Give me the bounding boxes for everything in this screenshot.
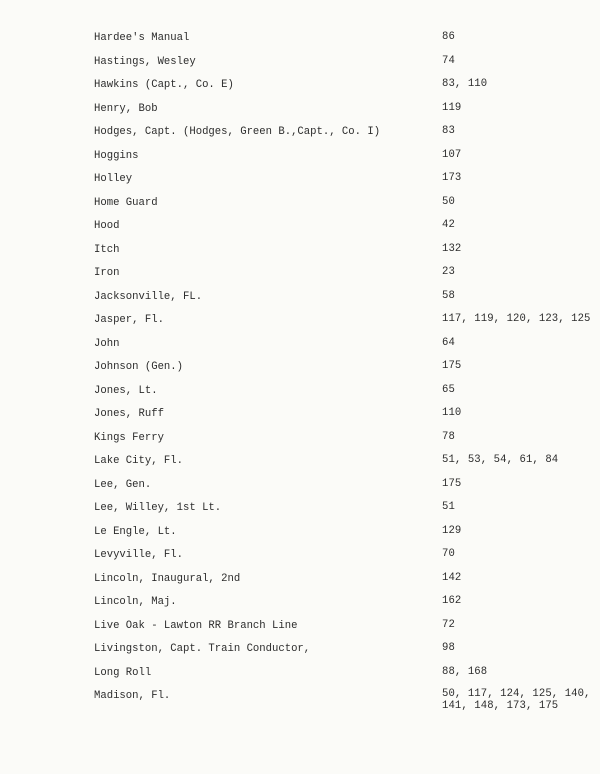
index-term: Kings Ferry — [94, 431, 164, 444]
index-entry — [94, 220, 594, 244]
index-entry — [94, 526, 594, 550]
index-entry — [94, 432, 594, 456]
index-term: Lincoln, Inaugural, 2nd — [94, 572, 241, 585]
index-entry — [94, 267, 594, 291]
index-term: Livingston, Capt. Train Conductor, — [94, 643, 311, 655]
index-pages: 72 — [442, 618, 455, 631]
index-pages: 50, 117, 124, 125, 140, 141, 148, 173, 175 — [442, 688, 591, 712]
index-entry — [94, 502, 594, 526]
index-pages: 58 — [442, 289, 455, 302]
index-pages: 83 — [442, 125, 455, 137]
index-entry — [94, 150, 594, 174]
index-term: Jones, Ruff — [94, 408, 164, 420]
index-term: Madison, Fl. — [94, 690, 171, 702]
index-term: Hood — [94, 220, 120, 232]
index-term: Hardee's Manual — [94, 32, 190, 44]
index-term: Holley — [94, 173, 133, 185]
index-entry — [94, 408, 594, 432]
index-pages: 175 — [442, 477, 462, 490]
index-entry — [94, 103, 594, 127]
index-entry — [94, 361, 594, 385]
index-pages: 119 — [442, 101, 462, 114]
index-term: Lee, Willey, 1st Lt. — [94, 502, 222, 514]
index-pages: 110 — [442, 407, 462, 419]
index-pages: 74 — [442, 54, 455, 67]
index-term: Hastings, Wesley — [94, 55, 196, 68]
index-pages: 78 — [442, 430, 455, 443]
index-pages: 107 — [442, 148, 462, 161]
index-pages: 23 — [442, 266, 455, 278]
index-entry — [94, 573, 594, 597]
index-term: Jacksonville, FL. — [94, 290, 203, 303]
index-entry — [94, 79, 594, 103]
index-term: Live Oak - Lawton RR Branch Line — [94, 619, 298, 632]
index-pages: 64 — [442, 336, 455, 349]
index-pages: 83, 110 — [442, 78, 488, 90]
index-pages: 70 — [442, 548, 455, 560]
index-pages: 162 — [442, 595, 462, 607]
index-entry — [94, 338, 594, 362]
index-pages: 86 — [442, 31, 455, 43]
index-term: Hoggins — [94, 149, 139, 162]
index-entry — [94, 643, 594, 667]
index-term: Johnson (Gen.) — [94, 361, 184, 373]
index-pages: 142 — [442, 571, 462, 584]
index-entry — [94, 549, 594, 573]
index-pages: 98 — [442, 642, 455, 654]
index-entry — [94, 197, 594, 221]
index-entry — [94, 620, 594, 644]
index-pages: 42 — [442, 219, 455, 231]
index-entry — [94, 291, 594, 315]
index-entry — [94, 479, 594, 503]
index-pages: 51 — [442, 501, 455, 513]
index-entry — [94, 596, 594, 620]
index-term: Lincoln, Maj. — [94, 596, 177, 608]
index-entry — [94, 32, 594, 56]
index-term: Lake City, Fl. — [94, 455, 184, 467]
index-pages: 129 — [442, 524, 462, 537]
index-entry — [94, 314, 594, 338]
index-pages: 132 — [442, 242, 462, 255]
index-entry — [94, 173, 594, 197]
index-pages: 173 — [442, 172, 462, 184]
index-pages: 50 — [442, 195, 455, 208]
index-entry — [94, 455, 594, 479]
index-list — [94, 32, 594, 714]
index-pages: 51, 53, 54, 61, 84 — [442, 454, 559, 466]
index-term: Hodges, Capt. (Hodges, Green B.,Capt., Co. I) — [94, 126, 381, 138]
index-pages: 175 — [442, 360, 462, 372]
index-term: Jones, Lt. — [94, 384, 158, 397]
index-entry — [94, 690, 594, 714]
index-term: Hawkins (Capt., Co. E) — [94, 79, 234, 91]
index-term: Iron — [94, 267, 120, 279]
index-term: Home Guard — [94, 196, 158, 209]
index-term: Henry, Bob — [94, 102, 158, 115]
index-term: Long Roll — [94, 666, 152, 679]
index-pages: 65 — [442, 383, 455, 396]
index-term: Le Engle, Lt. — [94, 525, 177, 538]
index-term: Itch — [94, 243, 120, 256]
index-pages: 88, 168 — [442, 665, 488, 678]
index-entry — [94, 56, 594, 80]
index-entry — [94, 244, 594, 268]
index-entry — [94, 385, 594, 409]
index-term: Jasper, Fl. — [94, 314, 164, 326]
index-entry — [94, 667, 594, 691]
index-entry — [94, 126, 594, 150]
index-term: Lee, Gen. — [94, 478, 152, 491]
index-term: John — [94, 337, 120, 350]
index-term: Levyville, Fl. — [94, 549, 184, 561]
index-pages: 117, 119, 120, 123, 125 — [442, 313, 591, 325]
